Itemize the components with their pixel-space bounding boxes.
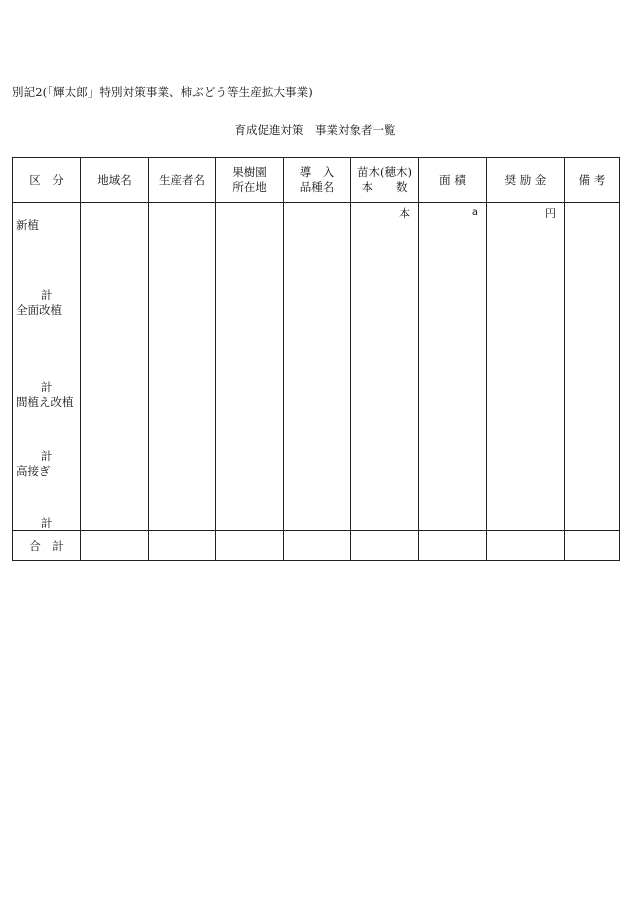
target-list-table xyxy=(12,157,620,561)
incentive-cell xyxy=(487,203,565,531)
header-variety-line1: 導 入 xyxy=(299,165,335,179)
region-cell xyxy=(81,203,149,531)
category-label: 間植え改植 xyxy=(16,395,74,409)
total-cell xyxy=(565,531,620,561)
header-variety-line2: 品種名 xyxy=(299,180,335,194)
total-cell xyxy=(149,531,216,561)
header-orchard-line1: 果樹園 xyxy=(232,165,267,179)
unit-are: a xyxy=(471,207,478,218)
header-orchard-line2: 所在地 xyxy=(232,180,267,194)
header-incentive: 奨 励 金 xyxy=(487,158,565,203)
table-header-row xyxy=(13,158,620,203)
header-region-name: 地域名 xyxy=(81,158,149,203)
total-cell xyxy=(419,531,487,561)
orchard-cell xyxy=(216,203,284,531)
document-title: 育成促進対策 事業対象者一覧 xyxy=(234,123,396,137)
seedling-cell xyxy=(351,203,419,531)
kubun-cell xyxy=(13,203,81,531)
remarks-cell xyxy=(565,203,620,531)
area-cell xyxy=(419,203,487,531)
header-area: 面 積 xyxy=(419,158,487,203)
header-remarks: 備 考 xyxy=(565,158,620,203)
table-body-row xyxy=(13,203,620,531)
total-cell xyxy=(284,531,351,561)
header-seedling-line1: 苗木(穂木) xyxy=(357,165,412,179)
total-cell xyxy=(351,531,419,561)
header-introduced-variety xyxy=(284,158,351,203)
header-orchard-location xyxy=(216,158,284,203)
header-producer-name: 生産者名 xyxy=(149,158,216,203)
category-label: 高接ぎ xyxy=(16,464,51,478)
header-seedling-line2: 本 数 xyxy=(361,180,408,194)
page-heading: 別記2(「輝太郎」特別対策事業、柿ぶどう等生産拡大事業) xyxy=(12,85,313,99)
grand-total-row xyxy=(13,531,620,561)
total-cell xyxy=(216,531,284,561)
header-kubun: 区 分 xyxy=(13,158,81,203)
total-cell xyxy=(487,531,565,561)
subtotal-label: 計 xyxy=(41,288,53,302)
subtotal-label: 計 xyxy=(41,380,53,394)
total-cell xyxy=(81,531,149,561)
category-label: 全面改植 xyxy=(16,303,62,317)
subtotal-label: 計 xyxy=(41,516,53,530)
subtotal-label: 計 xyxy=(41,449,53,463)
variety-cell xyxy=(284,203,351,531)
category-label: 新植 xyxy=(16,218,39,232)
unit-yen: 円 xyxy=(545,207,556,220)
unit-hon: 本 xyxy=(399,207,410,220)
producer-cell xyxy=(149,203,216,531)
grand-total-label: 合 計 xyxy=(13,531,81,561)
header-seedling-count xyxy=(351,158,419,203)
